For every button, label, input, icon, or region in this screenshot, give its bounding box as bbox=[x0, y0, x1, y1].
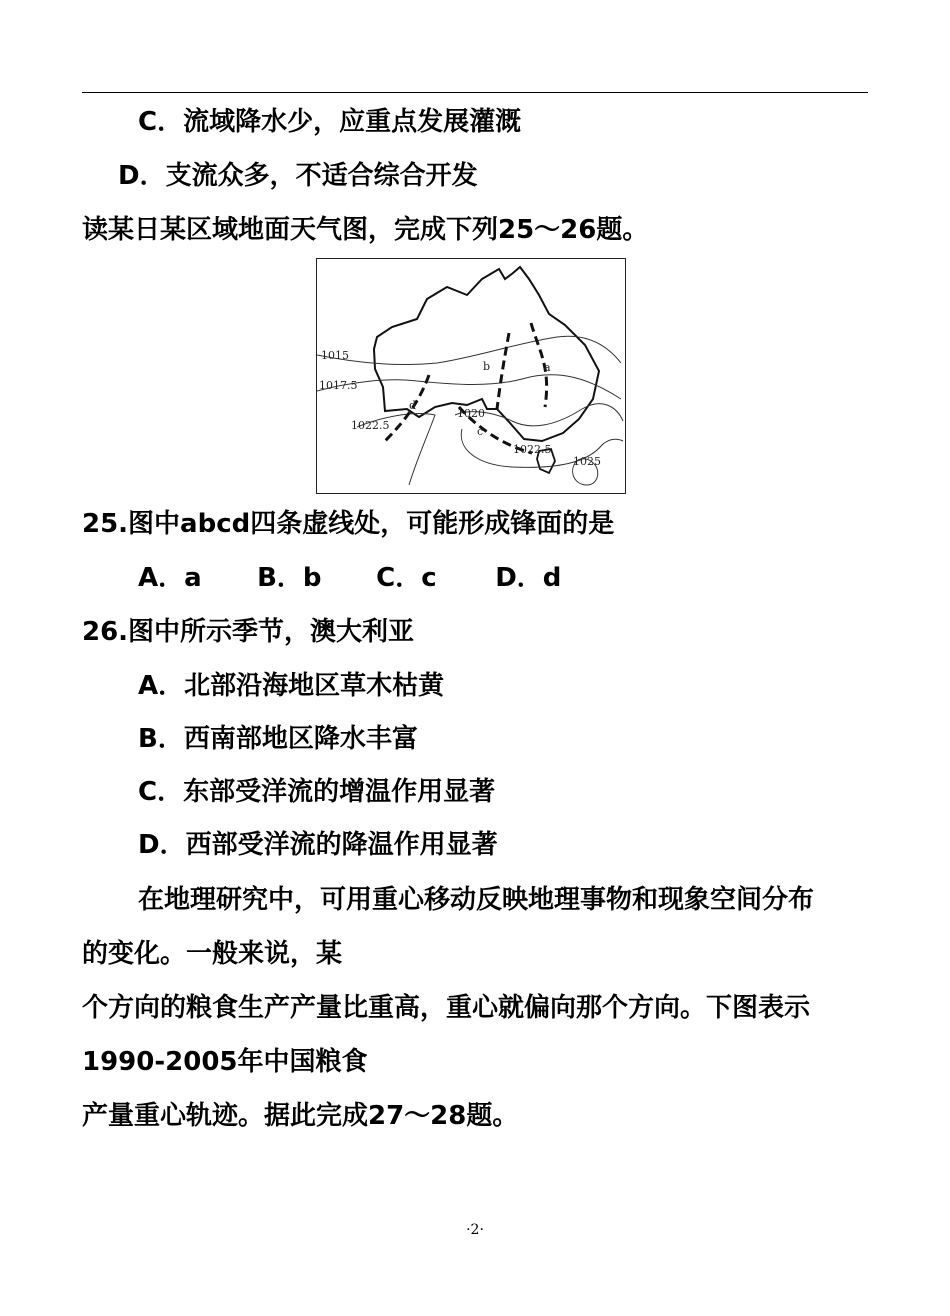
map-label-1025: 1025 bbox=[573, 455, 601, 468]
dashed-lines bbox=[385, 323, 547, 453]
map-label-1022-5-east: 1022.5 bbox=[513, 443, 552, 456]
map-label-1022-5-west: 1022.5 bbox=[351, 419, 390, 432]
q25-stem: 25.图中abcd四条虚线处，可能形成锋面的是 bbox=[82, 509, 615, 539]
map-label-a: a bbox=[544, 361, 551, 374]
q26-option-b: B．西南部地区降水丰富 bbox=[138, 724, 418, 754]
map-label-c: c bbox=[477, 425, 484, 438]
passage-line-4: 1990-2005年中国粮食 bbox=[82, 1047, 368, 1077]
weather-map-figure bbox=[316, 258, 626, 494]
weather-map-svg bbox=[317, 259, 625, 493]
map-label-d: d bbox=[409, 399, 417, 412]
q26-stem: 26.图中所示季节，澳大利亚 bbox=[82, 617, 415, 647]
q26-option-d: D．西部受洋流的降温作用显著 bbox=[138, 830, 498, 860]
q25-option-c: C．c bbox=[376, 563, 437, 593]
map-label-b: b bbox=[483, 360, 491, 373]
isobar-1017-5 bbox=[317, 375, 621, 399]
passage-line-5: 产量重心轨迹。据此完成27～28题。 bbox=[82, 1101, 519, 1131]
passage-line-3: 个方向的粮食生产产量比重高，重心就偏向那个方向。下图表示 bbox=[82, 993, 811, 1023]
dashed-line-b bbox=[497, 333, 509, 409]
q25-options bbox=[138, 562, 561, 594]
page-number: ·2· bbox=[466, 1222, 484, 1238]
q25-option-b: B．b bbox=[257, 563, 322, 593]
header-rule bbox=[82, 92, 868, 93]
passage-line-1: 在地理研究中，可用重心移动反映地理事物和现象空间分布 bbox=[138, 885, 815, 915]
q25-option-a: A．a bbox=[138, 563, 202, 593]
map-label-1015: 1015 bbox=[321, 349, 349, 362]
prev-option-c: C．流域降水少，应重点发展灌溉 bbox=[138, 107, 522, 137]
q25-option-d: D．d bbox=[495, 563, 562, 593]
map-label-1020: 1020 bbox=[457, 407, 485, 420]
intro-25-26: 读某日某区域地面天气图，完成下列25～26题。 bbox=[82, 215, 649, 245]
q26-option-c: C．东部受洋流的增温作用显著 bbox=[138, 777, 496, 807]
passage-line-2: 的变化。一般来说，某 bbox=[82, 939, 343, 969]
prev-option-d: D．支流众多，不适合综合开发 bbox=[118, 161, 478, 191]
isobar-1015 bbox=[317, 336, 621, 364]
map-label-1017-5: 1017.5 bbox=[319, 379, 358, 392]
q26-option-a: A．北部沿海地区草木枯黄 bbox=[138, 671, 445, 701]
